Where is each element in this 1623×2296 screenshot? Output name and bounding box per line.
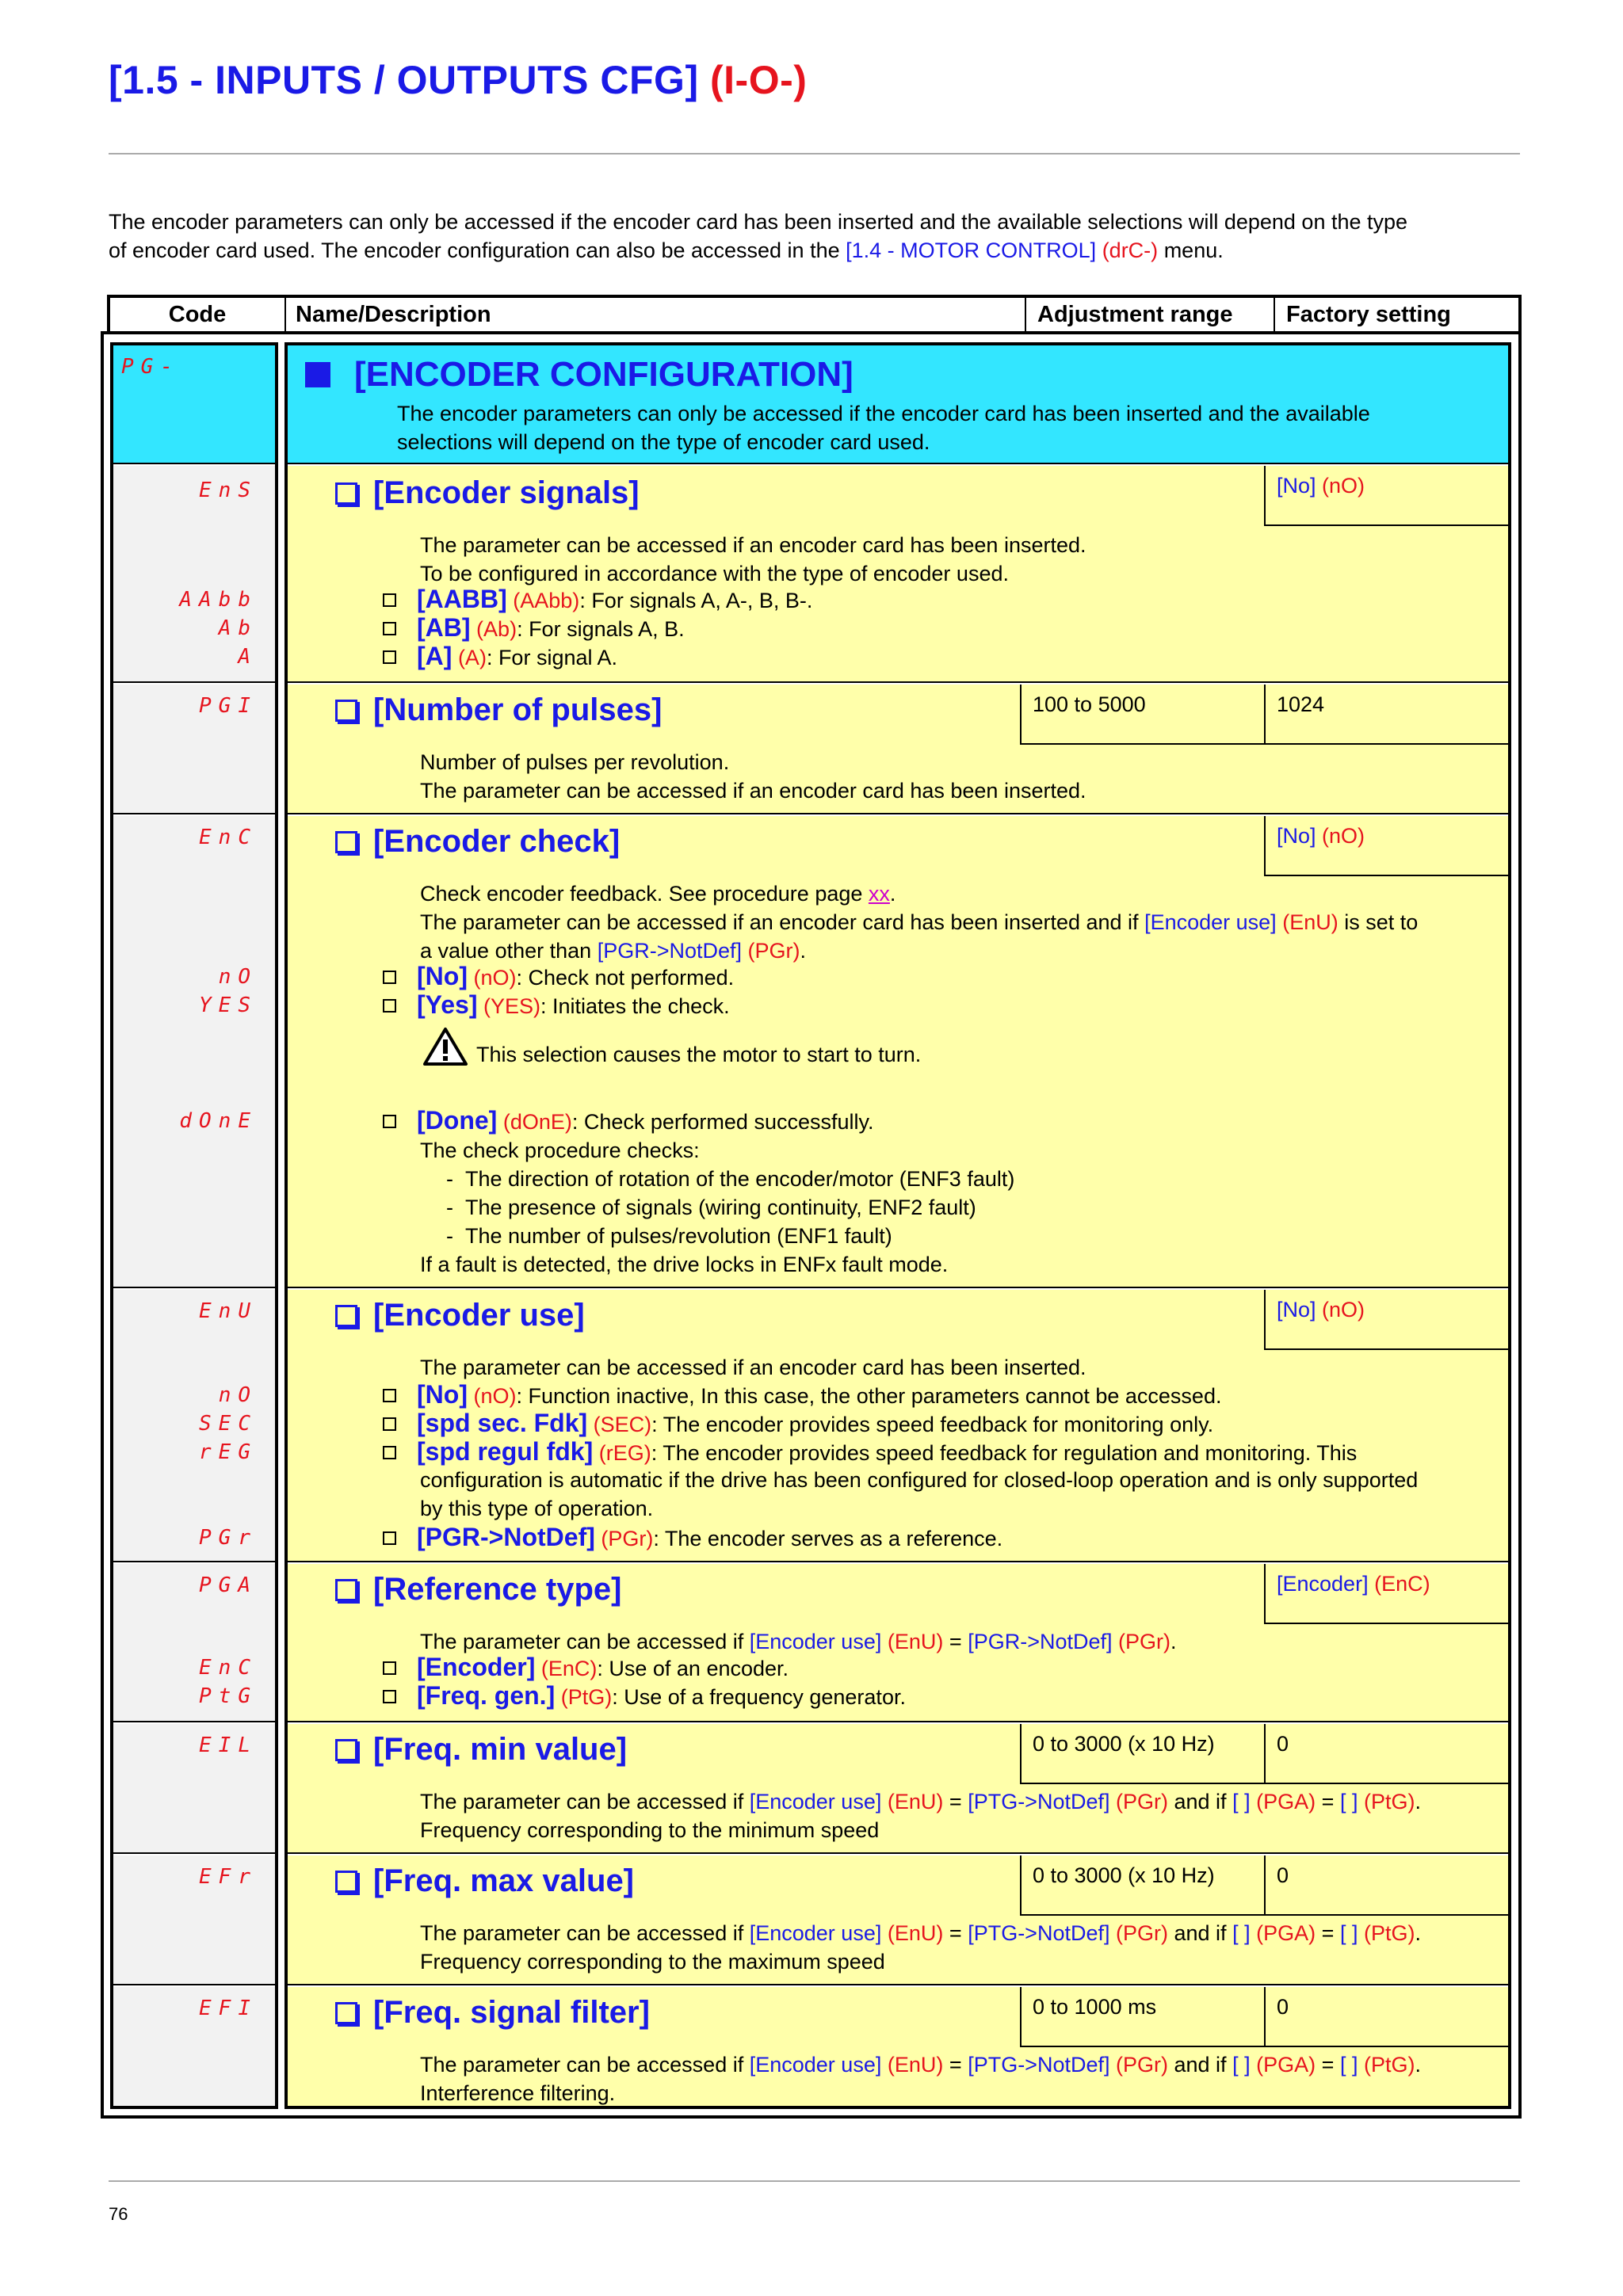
- checkbox-icon: [383, 1661, 396, 1675]
- parameter-box-icon: [335, 831, 357, 853]
- checkbox-icon: [383, 1690, 396, 1703]
- param-freq-max-value: [Freq. max value] 0 to 3000 (x 10 Hz) 0 The parameter can be accessed if [Encoder use] (EnU) = [PTG->NotDef] (PGr) and if [ ] (PGA) = [ ] (PtG). Frequency corresponding to the maximum speed: [288, 1855, 1508, 1985]
- param-title: [Encoder use]: [335, 1298, 585, 1333]
- intro-paragraph: [109, 208, 1519, 265]
- code-cell-pg: PG-: [113, 345, 275, 464]
- code-cell-efr: EFr: [113, 1855, 275, 1985]
- header-code: Code: [110, 298, 286, 331]
- checkbox-icon: [383, 622, 396, 635]
- code-cell-efi: EFI: [113, 1987, 275, 2106]
- code-cell-enu: EnU nO SEC rEG PGr: [113, 1290, 275, 1562]
- warning-note: This selection causes the motor to start to turn.: [422, 1027, 921, 1067]
- parameter-box-icon: [335, 1871, 357, 1893]
- footer-divider: [109, 2180, 1520, 2182]
- param-title: [Number of pulses]: [335, 692, 662, 728]
- param-title: [Encoder check]: [335, 824, 620, 860]
- checkbox-icon: [383, 593, 396, 607]
- option-done[interactable]: [Done] (dOnE): Check performed successfully.: [383, 1106, 874, 1136]
- factory-setting: [No] (nO): [1264, 1290, 1508, 1350]
- option-yes[interactable]: [Yes] (YES): Initiates the check.: [383, 990, 730, 1020]
- option-no[interactable]: [No] (nO): Check not performed.: [383, 962, 734, 992]
- param-freq-signal-filter: [Freq. signal filter] 0 to 1000 ms 0 The parameter can be accessed if [Encoder use] (EnU) = [PTG->NotDef] (PGr) and if [ ] (PGA) = [ ] (PtG). Interference filtering.: [288, 1987, 1508, 2106]
- checkbox-icon: [383, 1446, 396, 1459]
- intro-line-1: The encoder parameters can only be accessed if the encoder card has been inserted and the available selections will depend on the type: [109, 210, 1408, 234]
- header-name: Name/Description: [286, 298, 1026, 331]
- option-encoder[interactable]: [Encoder] (EnC): Use of an encoder.: [383, 1653, 789, 1683]
- option-spd-sec-fdk[interactable]: [spd sec. Fdk] (SEC): The encoder provides speed feedback for monitoring only.: [383, 1409, 1213, 1439]
- adjustment-range: 0 to 1000 ms: [1020, 1987, 1264, 2047]
- section-title: [ENCODER CONFIGURATION]: [305, 355, 854, 395]
- warning-triangle-icon: [422, 1027, 468, 1066]
- code-cell-pga: PGA EnC PtG: [113, 1564, 275, 1722]
- title-code: (I-O-): [710, 58, 808, 102]
- motor-control-link[interactable]: [1.4 - MOTOR CONTROL]: [846, 238, 1097, 262]
- header-range: Adjustment range: [1026, 298, 1275, 331]
- option-spd-regul-fdk[interactable]: [spd regul fdk] (rEG): The encoder provides speed feedback for regulation and monitoring. This: [383, 1437, 1357, 1467]
- checkbox-icon: [383, 1115, 396, 1128]
- code-cell-pgi: PGI: [113, 685, 275, 814]
- param-title: [Freq. max value]: [335, 1863, 634, 1899]
- param-title: [Freq. signal filter]: [335, 1995, 650, 2031]
- table-header: [107, 295, 1522, 331]
- section-encoder-configuration: [288, 345, 1508, 464]
- option-ab[interactable]: [AB] (Ab): For signals A, B.: [383, 613, 685, 643]
- param-reference-type: [Reference type] [Encoder] (EnC) The parameter can be accessed if [Encoder use] (EnU) = [PGR->NotDef] (PGr). [Encoder] (EnC): Use of an encoder. [Freq. gen.] (PtG): Use of a frequency generator.: [288, 1564, 1508, 1722]
- title-main: [1.5 - INPUTS / OUTPUTS CFG]: [109, 58, 699, 102]
- param-encoder-check: [Encoder check] [No] (nO) Check encoder feedback. See procedure page xx. The parameter can be accessed if an encoder card has been inserted and if [Encoder use] (EnU) is set to a value other than [PGR->NotDef] (PGr). [No] (nO): Check not performed. [Yes] (YES): Initiates the check. This selection causes the motor to start to turn. [Done] (dOnE): Check performed successfully. The check procedure checks: - The direction of rotation of the encoder/motor (ENF3 fault) - The presence of signals (wiring continuity, ENF2 fault) - The number of pulses/revolution (ENF1 fault) If a fault is detected, the drive locks in ENFx fault mode.: [288, 816, 1508, 1288]
- factory-setting: [Encoder] (EnC): [1264, 1564, 1508, 1624]
- factory-setting: [No] (nO): [1264, 466, 1508, 526]
- factory-setting: 0: [1264, 1987, 1508, 2047]
- param-title: [Reference type]: [335, 1572, 621, 1608]
- section-desc-1: The encoder parameters can only be accessed if the encoder card has been inserted and the available: [397, 402, 1370, 425]
- code-cell-eil: EIL: [113, 1724, 275, 1854]
- option-pgr-notdef[interactable]: [PGR->NotDef] (PGr): The encoder serves as a reference.: [383, 1523, 1002, 1553]
- page-number: 76: [109, 2204, 128, 2224]
- option-aabb[interactable]: [AABB] (AAbb): For signals A, A-, B, B-.: [383, 585, 812, 615]
- header-factory: Factory setting: [1286, 301, 1451, 327]
- factory-setting: 0: [1264, 1724, 1508, 1784]
- section-desc-2: selections will depend on the type of encoder card used.: [397, 430, 930, 454]
- code-cell-ens: EnS AAbb Ab A: [113, 466, 275, 683]
- checkbox-icon: [383, 1389, 396, 1402]
- factory-setting: [No] (nO): [1264, 816, 1508, 876]
- parameter-box-icon: [335, 2002, 357, 2024]
- checkbox-icon: [383, 1417, 396, 1431]
- page-title: [109, 57, 807, 103]
- checkbox-icon: [383, 971, 396, 984]
- checkbox-icon: [383, 1531, 396, 1545]
- title-divider: [109, 153, 1520, 154]
- param-freq-min-value: [Freq. min value] 0 to 3000 (x 10 Hz) 0 The parameter can be accessed if [Encoder use] (EnU) = [PTG->NotDef] (PGr) and if [ ] (PGA) = [ ] (PtG). Frequency corresponding to the minimum speed: [288, 1724, 1508, 1854]
- parameter-box-icon: [335, 1305, 357, 1327]
- adjustment-range: 0 to 3000 (x 10 Hz): [1020, 1724, 1264, 1784]
- procedure-page-link[interactable]: xx: [868, 882, 890, 906]
- factory-setting: 0: [1264, 1855, 1508, 1916]
- parameter-box-icon: [335, 1579, 357, 1601]
- code-cell-enc: EnC nO YES dOnE: [113, 816, 275, 1288]
- section-square-icon: [305, 362, 330, 387]
- parameter-box-icon: [335, 1739, 357, 1761]
- option-no[interactable]: [No] (nO): Function inactive, In this case, the other parameters cannot be accessed.: [383, 1380, 1221, 1410]
- param-title: [Encoder signals]: [335, 475, 640, 511]
- adjustment-range: 100 to 5000: [1020, 685, 1264, 745]
- adjustment-range: 0 to 3000 (x 10 Hz): [1020, 1855, 1264, 1916]
- code-column-separator: [275, 342, 288, 2109]
- param-encoder-use: [Encoder use] [No] (nO) The parameter can be accessed if an encoder card has been inserted. [No] (nO): Function inactive, In this case, the other parameters cannot be accessed. [spd sec. Fdk] (SEC): The encoder provides speed feedback for monitoring only. [spd regul fdk] (rEG): The encoder provides speed feedback for regulation and monitoring. This configuration is automatic if the drive has been configured for closed-loop operation and is only supported by this type of operation. [PGR->NotDef] (PGr): The encoder serves as a reference.: [288, 1290, 1508, 1562]
- option-a[interactable]: [A] (A): For signal A.: [383, 642, 617, 672]
- checkbox-icon: [383, 650, 396, 664]
- param-encoder-signals: [Encoder signals] [No] (nO) The parameter can be accessed if an encoder card has been inserted. To be configured in accordance with the type of encoder used. [AABB] (AAbb): For signals A, A-, B, B-. [AB] (Ab): For signals A, B. [A] (A): For signal A.: [288, 466, 1508, 683]
- option-freq-gen[interactable]: [Freq. gen.] (PtG): Use of a frequency generator.: [383, 1681, 906, 1711]
- checkbox-icon: [383, 999, 396, 1013]
- param-title: [Freq. min value]: [335, 1732, 627, 1768]
- factory-setting: 1024: [1264, 685, 1508, 745]
- parameter-box-icon: [335, 482, 357, 505]
- param-number-of-pulses: [Number of pulses] 100 to 5000 1024 Number of pulses per revolution. The parameter can be accessed if an encoder card has been inserted.: [288, 685, 1508, 814]
- parameter-box-icon: [335, 700, 357, 722]
- intro-line-2: of encoder card used. The encoder configuration can also be accessed in the [1.4 - MOTOR CONTROL] (drC-) menu.: [109, 238, 1224, 262]
